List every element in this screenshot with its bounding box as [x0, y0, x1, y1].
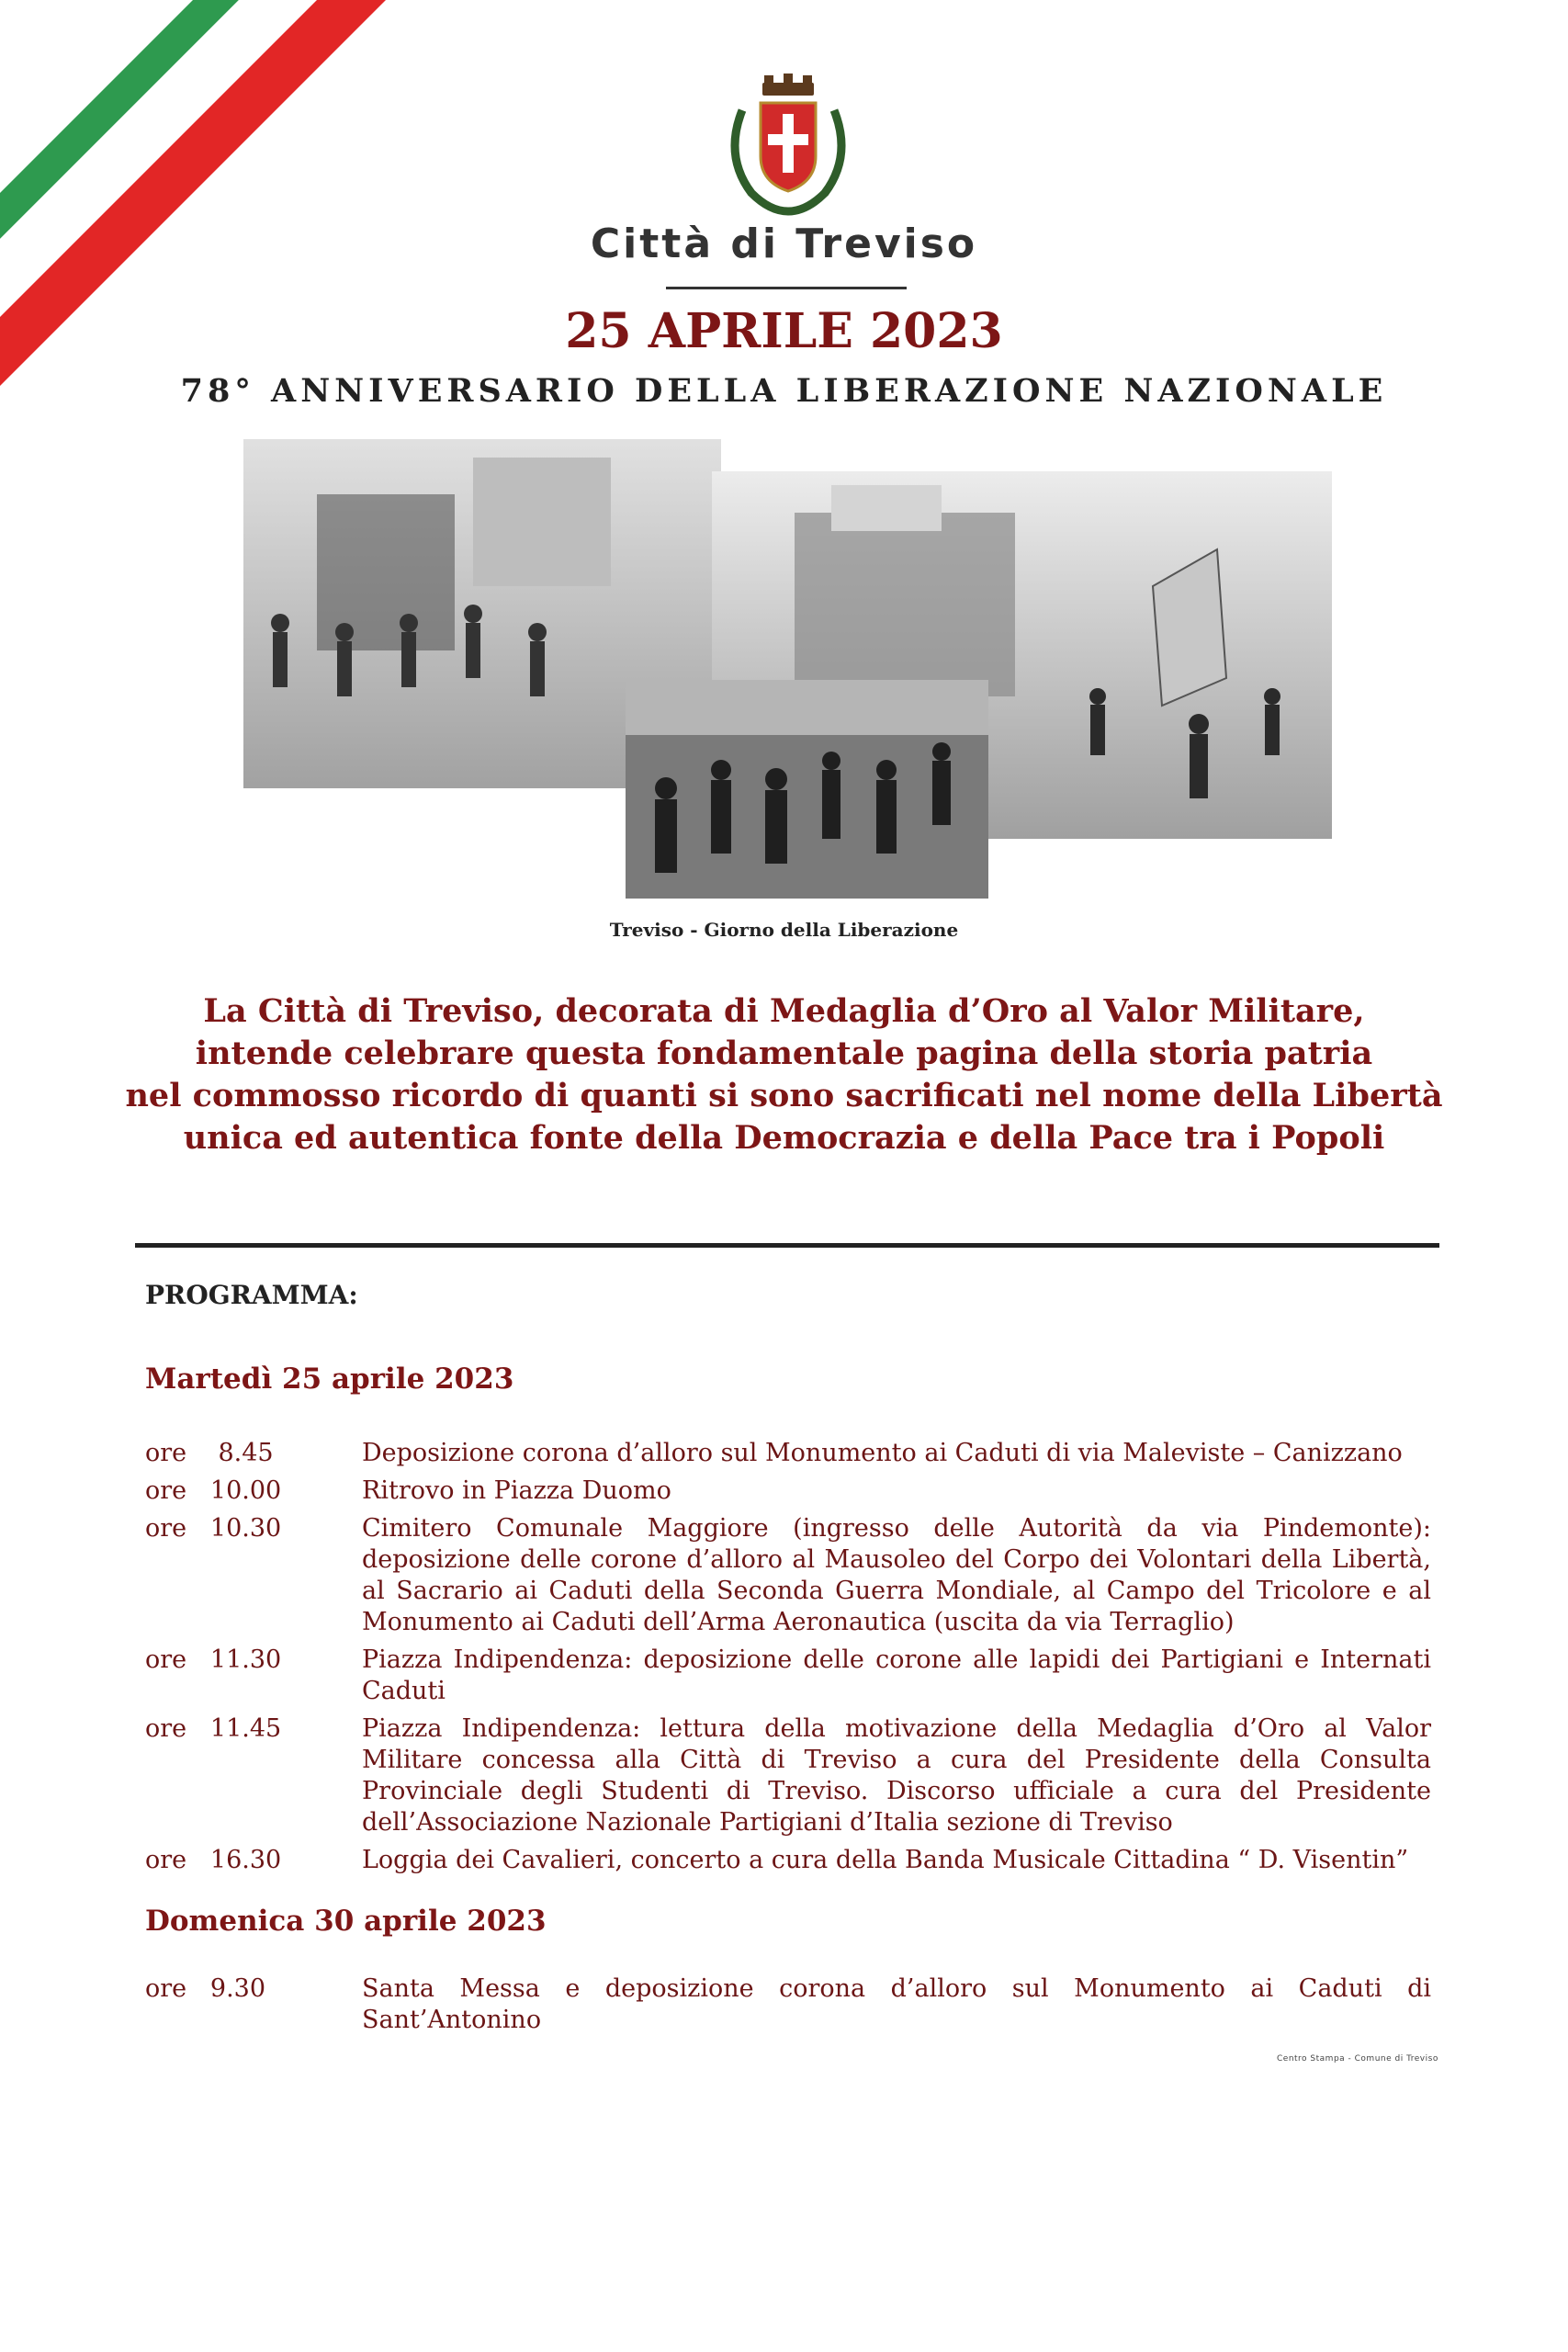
item-description: Deposizione corona d’alloro sul Monumento ai Caduti di via Maleviste – Canizzano	[362, 1439, 1403, 1467]
programme-item	[145, 1438, 1431, 1469]
item-time: ore 16.30	[145, 1846, 282, 1874]
programme-item	[145, 1645, 1431, 1707]
item-description: Ritrovo in Piazza Duomo	[362, 1476, 671, 1505]
city-name: Città di Treviso	[590, 220, 978, 267]
day-heading: Martedì 25 aprile 2023	[145, 1363, 514, 1396]
programme-item	[145, 1973, 1431, 2036]
day-events-list	[145, 1438, 1431, 1883]
item-time: ore 11.45	[145, 1714, 282, 1743]
print-credit: Centro Stampa - Comune di Treviso	[1277, 2054, 1438, 2064]
title-underline	[666, 287, 907, 289]
item-description: Cimitero Comunale Maggiore (ingresso delle Autorità da via Pindemonte): deposizione delle corone d’alloro al Mausoleo del Corpo dei Volontari della Libertà, al Sacrario ai Caduti della Seconda Guerra Mondiale, al Campo del Tricolore e al Monumento ai Caduti dell’Arma Aeronautica (uscita da via Terraglio)	[362, 1514, 1431, 1636]
programme-item	[145, 1713, 1431, 1838]
item-description: Piazza Indipendenza: lettura della motivazione della Medaglia d’Oro al Valor Militare concessa alla Città di Treviso a cura del Presidente della Consulta Provinciale degli Studenti di Treviso. Discorso ufficiale a cura del Presidente dell’Associazione Nazionale Partigiani d’Italia sezione di Treviso	[362, 1714, 1431, 1837]
item-description: Piazza Indipendenza: deposizione delle corone alle lapidi dei Partigiani e Internati Caduti	[362, 1645, 1431, 1705]
statement-line: unica ed autentica fonte della Democrazia e della Pace tra i Popoli	[183, 1119, 1385, 1157]
item-description: Santa Messa e deposizione corona d’alloro sul Monumento ai Caduti di Sant’Antonino	[362, 1974, 1431, 2034]
event-date-title: 25 APRILE 2023	[565, 303, 1003, 359]
programme-heading: PROGRAMMA:	[145, 1280, 358, 1310]
item-description: Loggia dei Cavalieri, concerto a cura della Banda Musicale Cittadina “ D. Visentin”	[362, 1846, 1409, 1874]
programme-item	[145, 1476, 1431, 1507]
treviso-coat-of-arms	[715, 74, 862, 220]
item-time: ore 8.45	[145, 1439, 274, 1467]
commemoration-statement	[119, 990, 1449, 1159]
item-time: ore 9.30	[145, 1974, 266, 2003]
section-divider	[135, 1243, 1439, 1248]
liberation-day-photo-collage	[243, 439, 1332, 899]
day-events-list	[145, 1973, 1431, 2042]
programme-item	[145, 1513, 1431, 1638]
statement-line: nel commosso ricordo di quanti si sono sacrificati nel nome della Libertà	[125, 1077, 1443, 1114]
programme-item	[145, 1845, 1431, 1876]
day-heading: Domenica 30 aprile 2023	[145, 1905, 547, 1938]
statement-line: La Città di Treviso, decorata di Medaglia d’Oro al Valor Militare,	[203, 992, 1365, 1030]
statement-line: intende celebrare questa fondamentale pagina della storia patria	[195, 1035, 1373, 1072]
item-time: ore 10.00	[145, 1476, 282, 1505]
photo-caption: Treviso - Giorno della Liberazione	[609, 919, 959, 941]
anniversary-subtitle: 78° ANNIVERSARIO DELLA LIBERAZIONE NAZIONALE	[180, 372, 1388, 410]
tricolour-ribbon	[0, 0, 423, 423]
item-time: ore 10.30	[145, 1514, 282, 1543]
item-time: ore 11.30	[145, 1645, 282, 1674]
